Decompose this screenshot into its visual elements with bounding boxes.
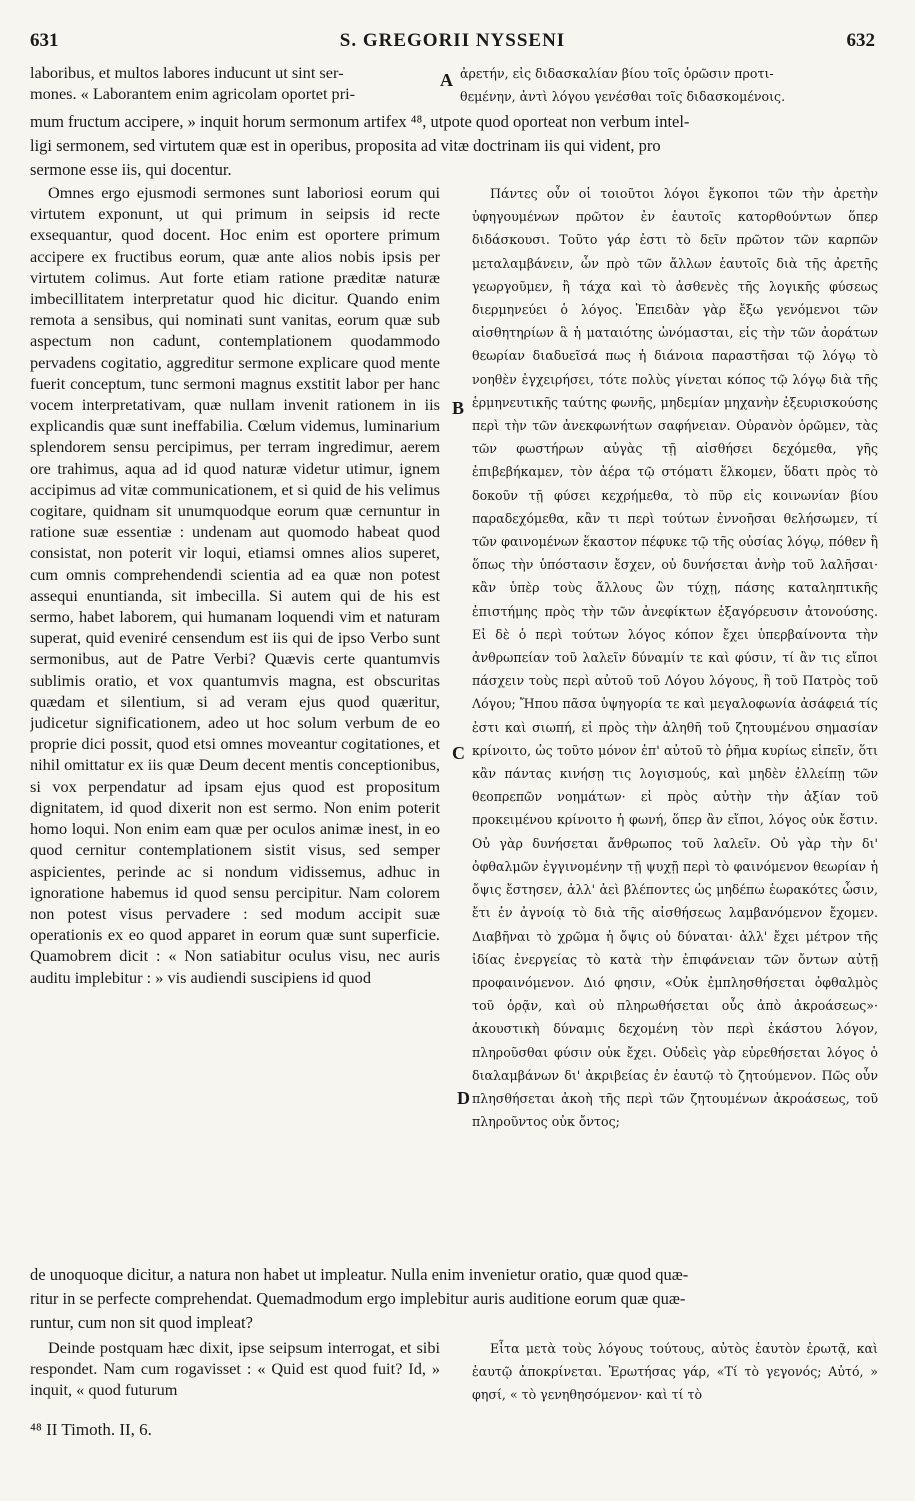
- latin-line: runtur, cum non sit quod impleat?: [30, 1313, 253, 1332]
- right-page-number: 632: [846, 30, 875, 51]
- latin-paragraph: Omnes ergo ejusmodi sermones sunt laboriosi eorum qui virtutem exponunt, ut qui primum in seipsis id recte exsequantur, quod docent. Hoc enim est oportere primum accipere ex fructibus eorum, quæ ante alios nobis ipsis per virtutem colimus. Aut forte etiam ratione præditæ naturæ imbecillitatem interpretatur quod hic dicitur. Quando enim remota a sensibus, qui nominati sunt vanitas, eorum quæ sub aspectum non cadunt, contemplationem quodammodo pervadens cogitatio, aggreditur sermone explicare quod mente fuerit conceptum, tunc sermoni magnus exstitit labor per hanc vocem interpretativam, quæ nullam invenit rationem in iis explicandis quæ sunt ineffabilia. Cœlum videmus, luminarium splendorem sensu percipimus, per terram ingredimur, aerem ore trahimus, aqua ad id quod naturæ videtur utimur, ignem accipimus ad vitæ communicationem, et si quid de his velimus cogitare, quidnam sit unumquodque eorum quæ cernuntur in ratione suæ essentiæ : undenam aut quomodo habeat quod consistat, non poterit vir loqui, etiamsi omnes alios superet, cum omnis comprehendendi scientia ad ea quæ non potest assequi enuntianda, sit imbecilla. Si autem qui de his est sermo, habet laborem, qui humanam loquendi vim et naturam superat, quid eveniré censendum est iis qui de ipso Verbo sunt sermonibus, aut de Patre Verbi? Quævis certe quantumvis sublimis oratio, et vox quantumvis magna, est obscuritas quædam et silentium, si ad veram ejus quod quæritur, judicetur significationem, adeo ut hoc solum verbum de eo proprie dici possit, quod etsi omnes moveantur cogitationes, et nihil omittatur ex iis quæ Deum decent mentis conceptionibus, si vox perpendatur ad ipsam ejus quod est propositum dignitatem, id quod dixerit non est sermo. Non enim poterit homo loqui. Non enim eam quæ per oculos animæ inest, in eo quod cernitur contemplationem sistit visus, sed semper aspicientes, perinde ac si nondum vidissemus, adhuc in ignoratione habemus id quod sensu percipitur. Nam colorem non potest visus pervadere : sed modum accipit suæ operationis ex eo quod apparet in eorum quæ sunt superficie. Quamobrem dicit : « Non satiabitur oculus visu, nec auris auditu implebitur : » vis audiendi suscipiens id quod: [30, 183, 440, 987]
- greek-top-block: [460, 62, 880, 108]
- full-width-line: ritur in se perfecte comprehendat. Quemadmodum ergo implebitur auris auditione eorum quæ quæ-: [30, 1289, 686, 1308]
- greek-top-line: θεμένην, ἀντὶ λόγου γενέσθαι τοῖς διδασκομένοις.: [460, 89, 786, 105]
- latin-top-line: sermone esse iis, qui docentur.: [30, 160, 232, 179]
- margin-marker-c: C: [452, 743, 465, 763]
- page-header: [30, 30, 875, 58]
- latin-paragraph: Deinde postquam hæc dixit, ipse seipsum interrogat, et sibi respondet. Nam cum rogavisset : « Quid est quod fuit? Id, » inquit, « quod futurum: [30, 1338, 440, 1400]
- margin-marker-b: B: [452, 398, 465, 418]
- latin-bottom-column: [30, 1337, 440, 1407]
- full-width-line: de unoquoque dicitur, a natura non habet ut impleatur. Nulla enim invenietur oratio, quæ quod quæ-: [30, 1265, 689, 1284]
- full-width-line-3: [30, 112, 880, 133]
- full-width-line-4: [30, 136, 880, 157]
- latin-top-block: [30, 62, 430, 104]
- greek-bottom-column: [472, 1337, 878, 1407]
- left-page-number: 631: [30, 30, 59, 51]
- latin-top-line: laboribus, et multos labores inducunt ut sint ser-: [30, 63, 344, 82]
- latin-top-line: mones. « Laborantem enim agricolam oportet pri-: [30, 84, 356, 104]
- margin-marker-a: A: [440, 70, 453, 90]
- latin-column: [30, 182, 440, 1272]
- latin-top-line: ligi sermonem, sed virtutem quæ est in operibus,: [30, 136, 352, 155]
- greek-paragraph: Εἶτα μετὰ τοὺς λόγους τούτους, αὐτὸς ἑαυτὸν ἐρωτᾷ, καὶ ἑαυτῷ ἀποκρίνεται. Ἐρωτήσας γάρ, «Τί τὸ γεγονός; Αὐτό, » φησί, « τὸ γενηθησόμενον· καὶ τί τὸ: [472, 1341, 878, 1403]
- full-line-right: proposita ad vitæ doctrinam iis qui vident, pro: [355, 136, 661, 155]
- running-title: S. GREGORII NYSSENI: [339, 30, 566, 51]
- latin-top-line: mum fructum accipere, » inquit horum sermonum: [30, 112, 360, 131]
- greek-column: [472, 182, 878, 1272]
- full-line-right: artifex ⁴⁸, utpote quod oporteat non verbum intel-: [363, 112, 690, 131]
- greek-paragraph: Πάντες οὖν οἱ τοιοῦτοι λόγοι ἔγκοποι τῶν τὴν ἀρετὴν ὑφηγουμένων πρῶτον ἐν ἑαυτοῖς κατορθούντων ὅπερ διδάσκουσι. Τοῦτο γάρ ἐστι τὸ δεῖν πρῶτον τῶν καρπῶν μεταλαμβάνειν, ὧν πρὸ τῶν ἄλλων ἑαυτοῖς διὰ τῆς ἀρετῆς γεωργοῦμεν, ἢ τάχα καὶ τὸ ἀσθενὲς τῆς λογικῆς φύσεως διερμηνεύει ὁ λόγος. Ἐπειδὰν γὰρ ἔξω γενόμενοι τῶν αἰσθητηρίων ἃ ἡ ματαιότης ὠνόμασται, εἰς τὴν τῶν ἀοράτων θεωρίαν διαδυεῖσά πως ἡ διάνοια παραστῆσαι τῷ λόγῳ τὸ νοηθὲν ἐγχειρήσει, τότε πολὺς γίνεται κόπος τῷ λόγῳ διὰ τῆς ἑρμηνευτικῆς ταύτης φωνῆς, μηδεμίαν μηχανὴν ἐξευρισκούσης περὶ τὴν τῶν ἀνεκφωνήτων σαφήνειαν. Οὐρανὸν ὁρῶμεν, τὰς τῶν φωστήρων αὐγὰς τῇ αἰσθήσει δεχόμεθα, γῆς ἐπιβεβήκαμεν, τὸν ἀέρα τῷ στόματι ἕλκομεν, ὕδατι πρὸς τὸ δοκοῦν τῇ φύσει κεχρήμεθα, τὸ πῦρ εἰς κοινωνίαν βίου παραδεχόμεθα, κἂν τι περὶ τούτων ἐννοῆσαι θελήσωμεν, τί τῶν φαινομένων ἕκαστον πέφυκε τῷ τῆς οὐσίας λόγῳ, πόθεν ἢ ὅπως τὴν ὑπόστασιν ἔσχεν, οὐ δυνήσεται ἀνὴρ τοῦ λαλῆσαι· κἂν ὑπὲρ τοὺς ἄλλους ὢν τύχῃ, πάσης καταληπτικῆς ἐπιστήμης πρὸς τὴν τῶν ἀνεφίκτων ἐξαγόρευσιν ἀτονούσης. Εἰ δὲ ὁ περὶ τούτων λόγος κόπον ἔχει ὑπερβαίνοντα τὴν ἀνθρωπείαν τοῦ λαλεῖν δύναμίν τε καὶ φύσιν, τί ἂν τις εἴποι πάσχειν τοὺς περὶ αὐτοῦ τοῦ Λόγου λόγους, ἢ τοῦ Πατρὸς τοῦ Λόγου; Ἤπου πᾶσα ὑψηγορία τε καὶ μεγαλοφωνία ἀσάφειά τίς ἐστι καὶ σιωπή, εἰ πρὸς τὴν ἀληθῆ τοῦ ζητουμένου σημασίαν κρίνοιτο, ὡς τοῦτο μόνον ἐπ' αὐτοῦ τὸ ῥῆμα κυρίως εἰπεῖν, ὅτι κἂν πάντας κινήσῃ τις λογισμούς, καὶ μηδὲν ἐλλείπῃ τῶν θεοπρεπῶν νοημάτων· εἰ πρὸς αὐτὴν τὴν ἀξίαν τοῦ προκειμένου κρίνοιτο ἡ φωνή, ὅπερ ἂν εἴποι, λόγος οὐκ ἔστιν. Οὐ γὰρ δυνήσεται ἄνθρωπος τοῦ λαλεῖν. Οὐ γὰρ τὴν δι' ὀφθαλμῶν ἐγγινομένην τῇ ψυχῇ περὶ τὸ φαινόμενον θεωρίαν ἡ ὄψις ἔστησεν, ἀλλ' ἀεὶ βλέποντες ὡς μηδέπω ἑωρακότες ὦσιν, ἔτι ἐν ἀγνοίᾳ τὸ διὰ τῆς αἰσθήσεως λαμβανόμενον ἔχομεν. Διαβῆναι τὸ χρῶμα ἡ ὄψις οὐ δύναται· ἀλλ' ἔχει μέτρον τῆς ἰδίας ἐνεργείας τὸ κατὰ τὴν ἐπιφάνειαν τῶν ὄντων αὐτῇ προφαινόμενον. Διό φησιν, «Οὐκ ἐμπλησθήσεται ὀφθαλμὸς τοῦ ὁρᾷν, καὶ οὐ πληρωθήσεται οὖς ἀπὸ ἀκροάσεως»· ἀκουστικὴ δύναμις δεχομένη τὸν περὶ ἑκάστου λόγον, πληροῦσθαι φύσιν οὐκ ἔχει. Οὐδεὶς γὰρ εὑρεθήσεται λόγος ὁ διαλαμβάνων δι' ἀκριβείας ἐν ἑαυτῷ τὸ ζητούμενον. Πῶς οὖν πλησθήσεται ἀκοὴ τῆς περὶ τῶν ζητουμένων ἀκροάσεως, τοῦ πληροῦντος οὐκ ὄντος;: [472, 186, 878, 1130]
- footnote: ⁴⁸ II Timoth. II, 6.: [30, 1420, 152, 1439]
- greek-top-line: ἀρετήν, εἰς διδασκαλίαν βίου τοῖς ὁρῶσιν προτι-: [460, 66, 774, 81]
- margin-marker-d: D: [457, 1088, 470, 1108]
